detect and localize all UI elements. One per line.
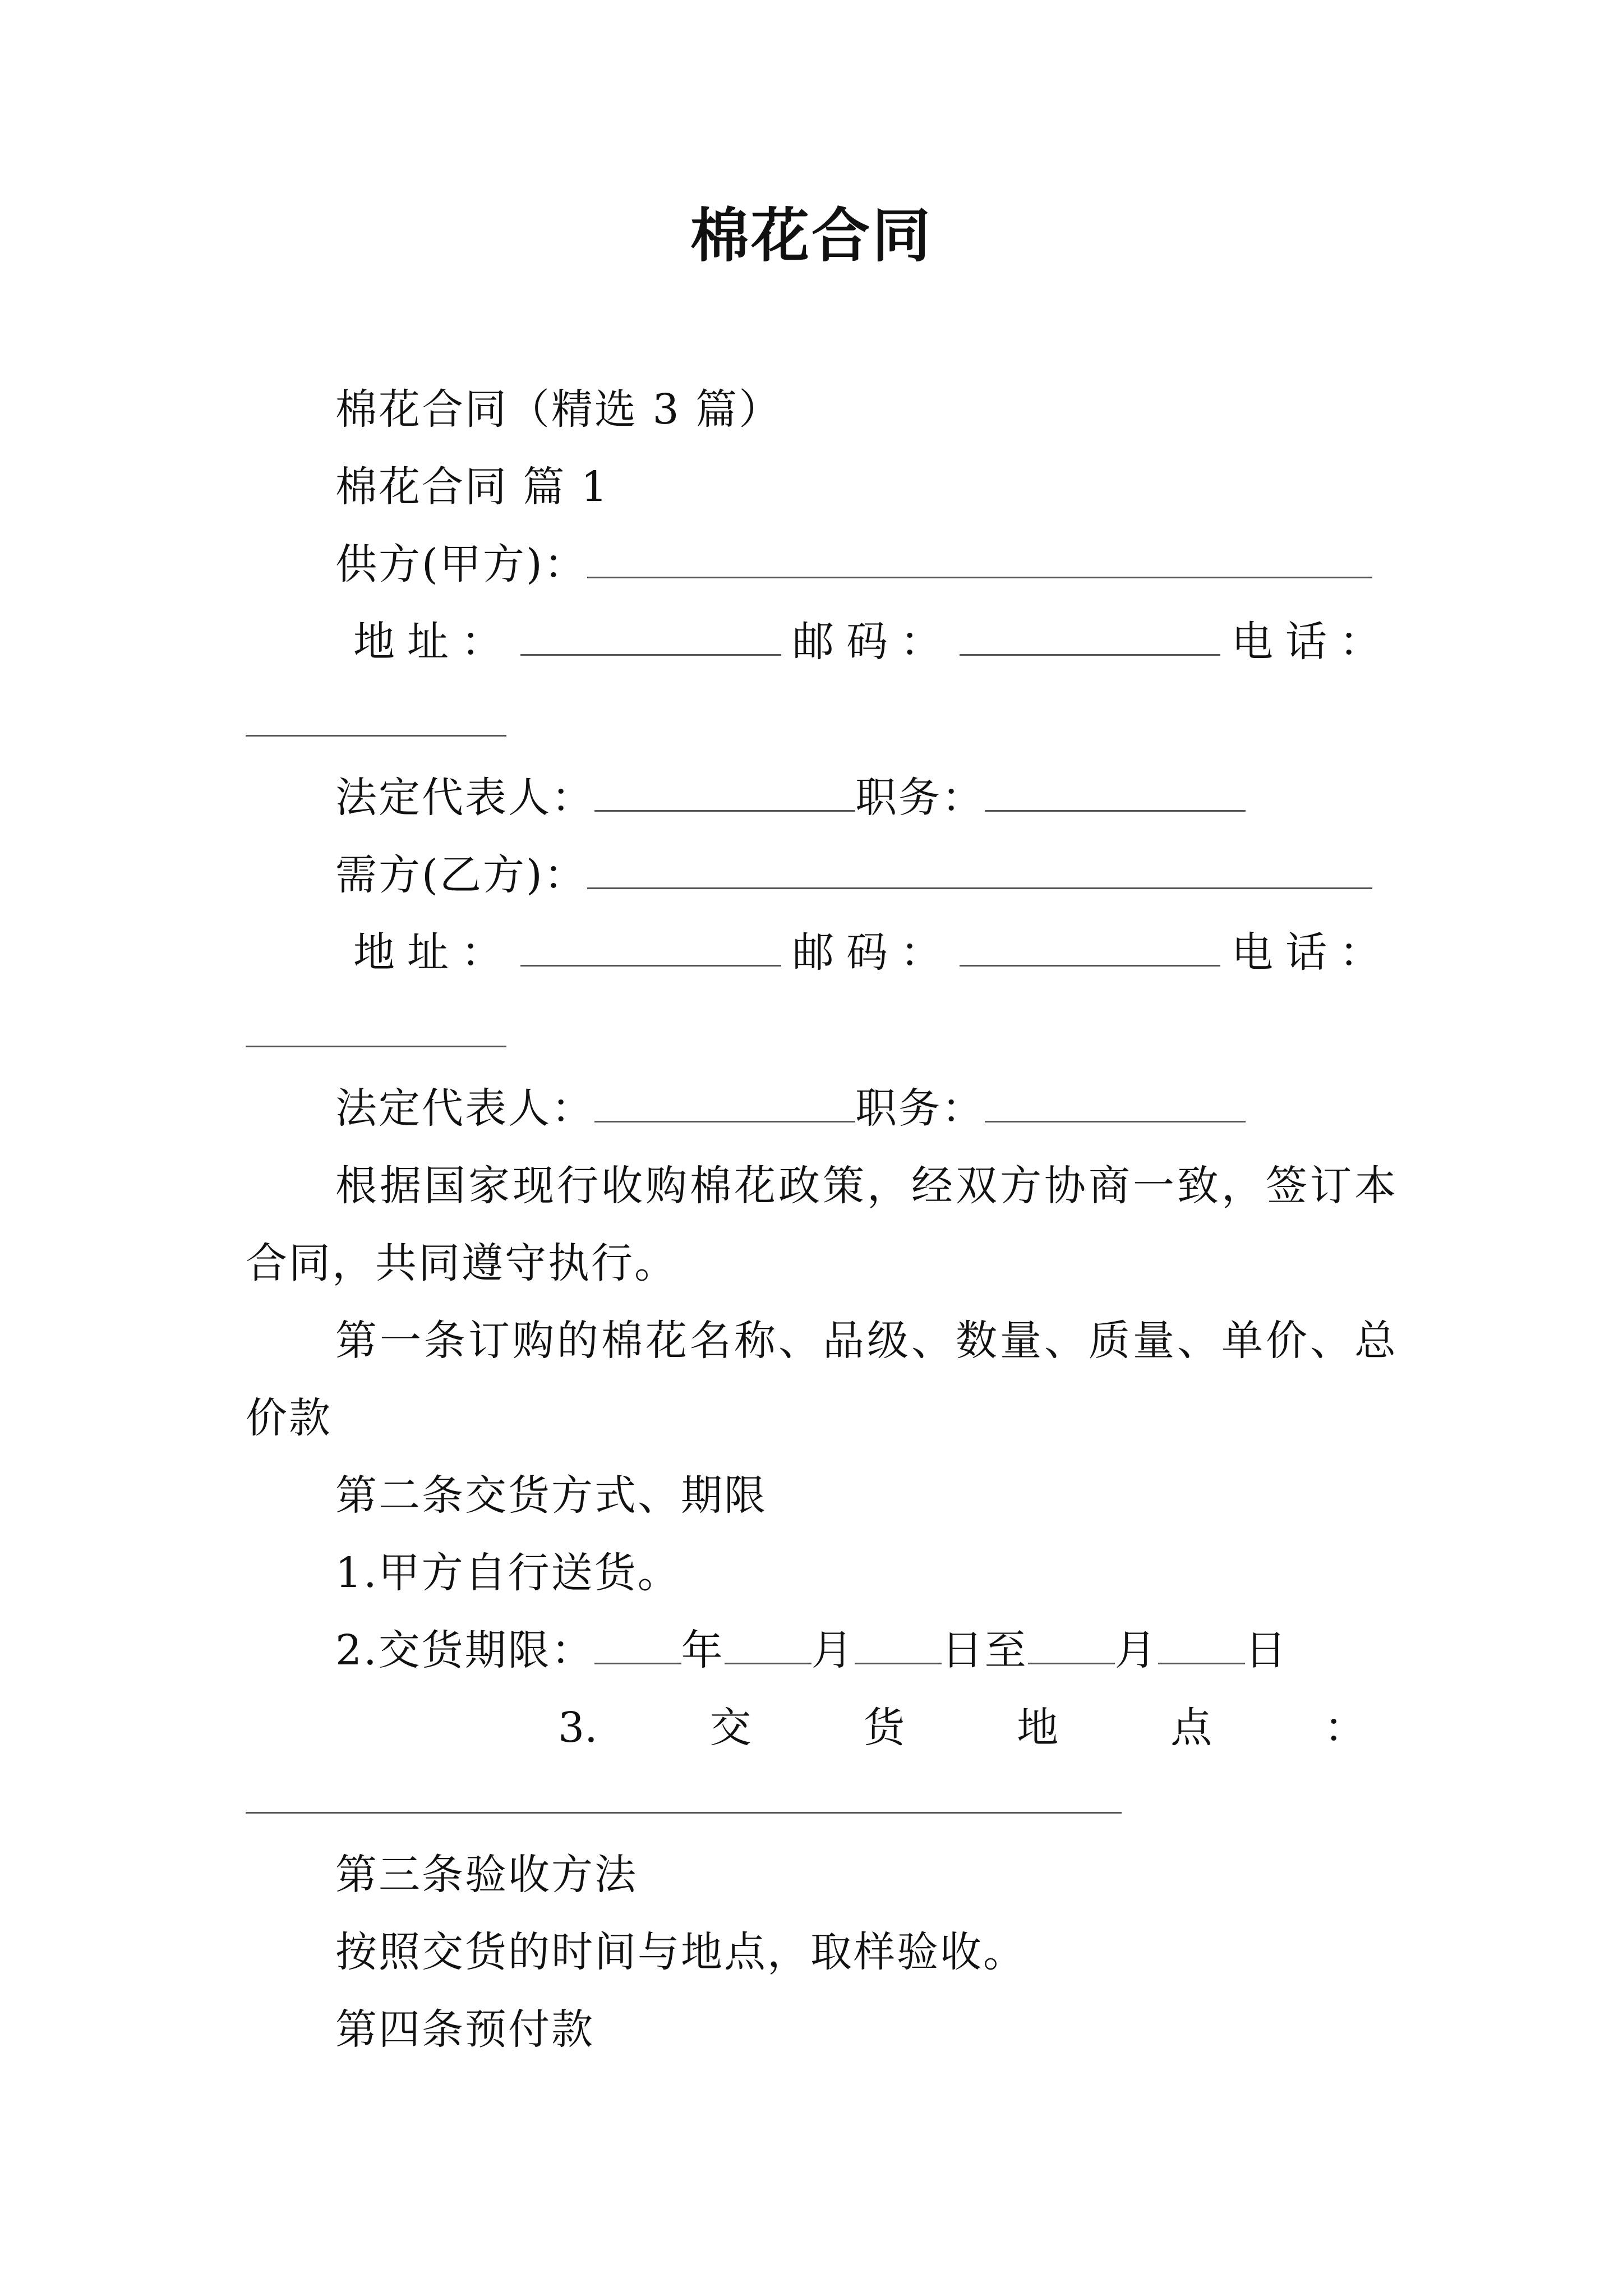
item3-number: 3. (558, 1704, 598, 1752)
subtitle: 棉花合同（精选 3 篇） (335, 385, 782, 434)
buyer-label: 需方(乙方)： (335, 851, 587, 899)
article3-heading: 第三条验收方法 (335, 1851, 638, 1899)
delivery-period-label: 2.交货期限： (335, 1626, 594, 1674)
month-label: 月 (811, 1626, 855, 1674)
supplier-address-blank[interactable] (520, 618, 781, 656)
year-label: 年 (681, 1626, 725, 1674)
page-title: 棉花合同 (690, 201, 933, 270)
supplier-label: 供方(甲方)： (335, 540, 587, 588)
buyer-title-label: 职务： (855, 1084, 985, 1133)
year-blank[interactable] (594, 1627, 681, 1664)
supplier-title-label: 职务： (855, 774, 985, 822)
buyer-address-row (353, 924, 1393, 981)
article1-line2: 价款 (246, 1394, 332, 1442)
item3-char: 货 (863, 1704, 905, 1752)
article3-body: 按照交货的时间与地点，取样验收。 (335, 1928, 1026, 1976)
buyer-zip-label: 邮码： (792, 928, 954, 977)
item3-char: ： (1324, 1704, 1366, 1752)
article2-item2 (335, 1622, 1288, 1678)
buyer-rep-row (335, 1080, 1246, 1137)
item3-char: 点 (1170, 1704, 1212, 1752)
buyer-address-blank[interactable] (520, 929, 781, 967)
supplier-address-label: 地址： (353, 618, 515, 666)
article1-line1: 第一条订购的棉花名称、品级、数量、质量、单价、总 (335, 1317, 1399, 1365)
article2-item3 (558, 1700, 1366, 1756)
supplier-title-blank[interactable] (985, 774, 1246, 812)
month-blank[interactable] (725, 1627, 811, 1664)
article4-heading: 第四条预付款 (335, 2005, 594, 2054)
day-to-label: 日至 (941, 1626, 1028, 1674)
buyer-rep-label: 法定代表人： (335, 1084, 594, 1133)
buyer-row (335, 847, 1372, 903)
month2-blank[interactable] (1028, 1627, 1115, 1664)
supplier-row (335, 536, 1372, 592)
buyer-phone-label: 电话： (1232, 928, 1393, 977)
supplier-rep-row (335, 770, 1246, 826)
supplier-address-row (353, 614, 1393, 670)
item3-char: 地 (1017, 1704, 1059, 1752)
buyer-phone-blank[interactable] (246, 1046, 506, 1047)
buyer-name-blank[interactable] (587, 852, 1372, 889)
article2-heading: 第二条交货方式、期限 (335, 1471, 767, 1520)
supplier-zip-label: 邮码： (792, 618, 954, 666)
intro-paragraph-line1: 根据国家现行收购棉花政策，经双方协商一致，签订本 (335, 1162, 1399, 1210)
intro-paragraph-line2: 合同，共同遵守执行。 (246, 1239, 677, 1287)
buyer-title-blank[interactable] (985, 1085, 1246, 1122)
supplier-name-blank[interactable] (587, 541, 1372, 578)
supplier-rep-blank[interactable] (594, 774, 855, 812)
supplier-phone-label: 电话： (1232, 618, 1393, 666)
day2-label: 日 (1244, 1626, 1288, 1674)
buyer-zip-blank[interactable] (960, 929, 1220, 967)
day-blank[interactable] (855, 1627, 942, 1664)
article2-item1: 1.甲方自行送货。 (335, 1549, 681, 1597)
delivery-location-blank[interactable] (246, 1812, 1122, 1814)
supplier-rep-label: 法定代表人： (335, 774, 594, 822)
supplier-phone-blank[interactable] (246, 735, 506, 737)
month2-label: 月 (1114, 1626, 1158, 1674)
buyer-address-label: 地址： (353, 928, 515, 977)
buyer-rep-blank[interactable] (594, 1085, 855, 1122)
supplier-zip-blank[interactable] (960, 618, 1220, 656)
day2-blank[interactable] (1158, 1627, 1245, 1664)
part-heading: 棉花合同 篇 1 (335, 463, 610, 511)
item3-char: 交 (709, 1704, 751, 1752)
